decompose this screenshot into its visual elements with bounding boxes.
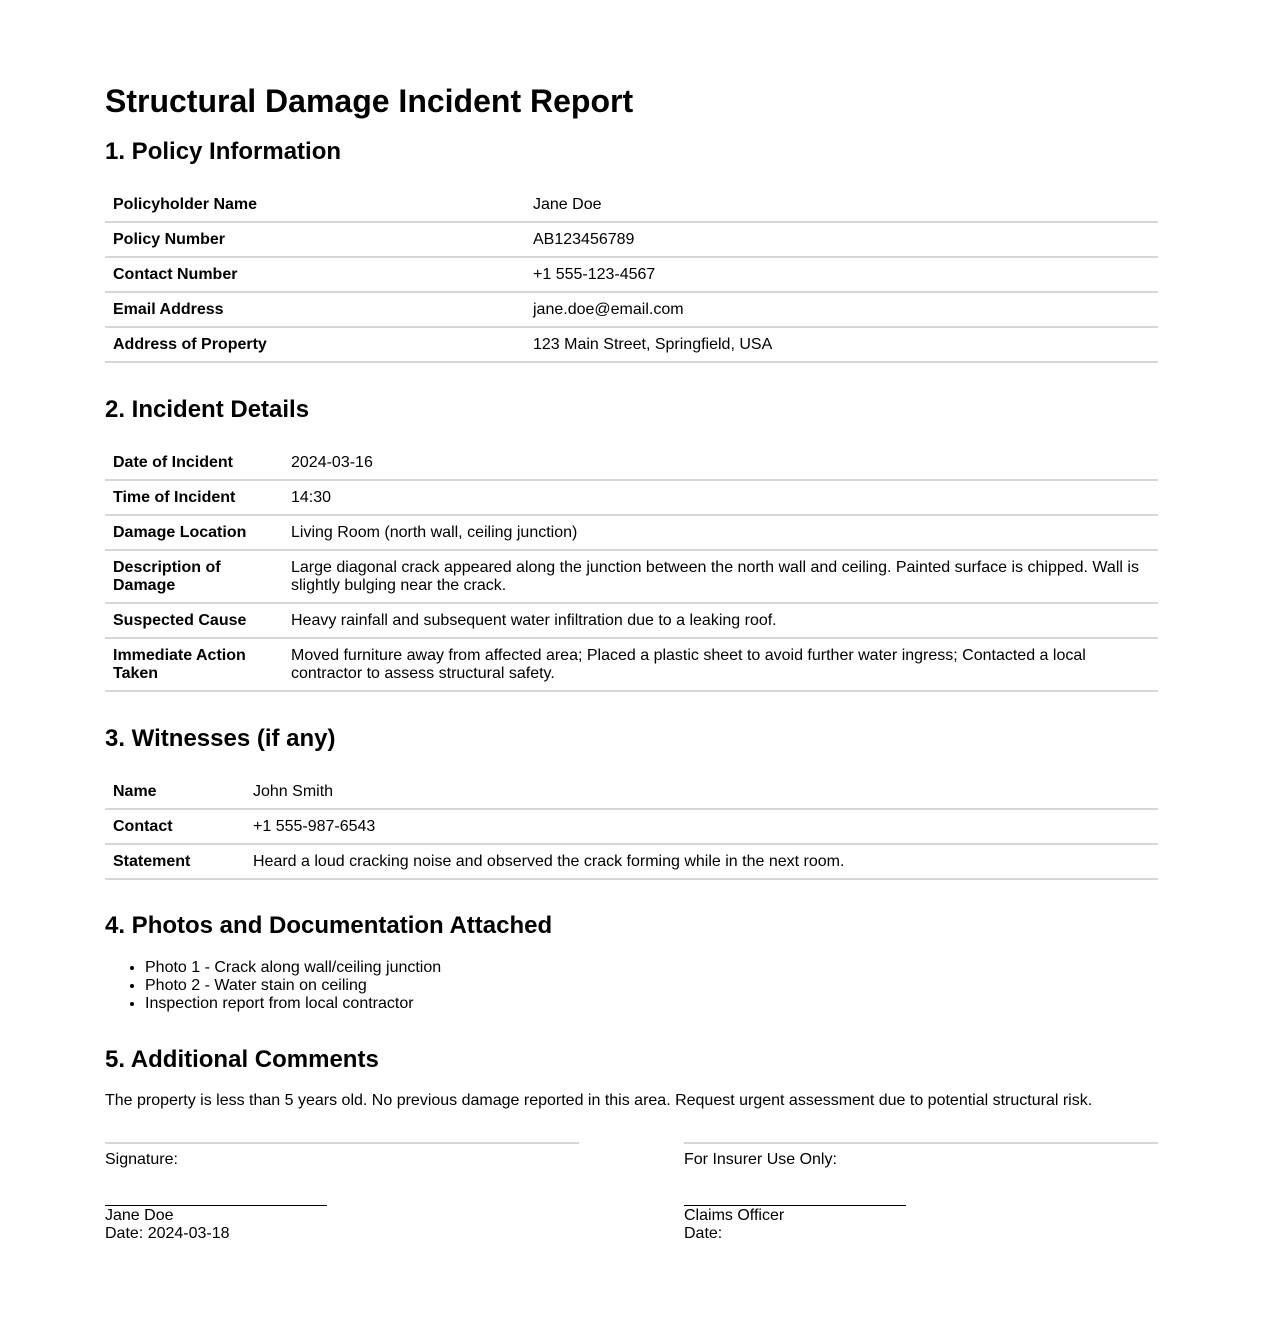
list-item: • Photo 1 - Crack along wall/ceiling junction	[145, 959, 1158, 977]
row-value: Heavy rainfall and subsequent water infiltration due to a leaking roof.	[283, 603, 1158, 638]
row-label: Contact Number	[105, 257, 525, 292]
signature-date: Date: 2024-03-18	[105, 1225, 230, 1242]
table-row	[105, 222, 1158, 257]
row-value: jane.doe@email.com	[525, 292, 1158, 327]
signature-line	[684, 1205, 906, 1206]
table-row	[105, 292, 1158, 327]
row-label: Address of Property	[105, 327, 525, 362]
section-heading-documents: 4. Photos and Documentation Attached	[105, 912, 553, 939]
insurer-label: For Insurer Use Only:	[684, 1151, 837, 1168]
table-row	[105, 844, 1158, 879]
row-value: 123 Main Street, Springfield, USA	[525, 327, 1158, 362]
row-value: Moved furniture away from affected area; Placed a plastic sheet to avoid further water ingress; Contacted a local contractor to assess structural safety.	[283, 638, 1158, 691]
table-row	[105, 446, 1158, 480]
signature-label: Signature:	[105, 1151, 178, 1168]
list-item: • Inspection report from local contractor	[145, 995, 1158, 1013]
documents-list	[105, 959, 1158, 1013]
row-value: Large diagonal crack appeared along the junction between the north wall and ceiling. Painted surface is chipped. Wall is slightly bulging near the crack.	[283, 550, 1158, 603]
row-label: Immediate Action Taken	[105, 638, 283, 691]
insurer-signature-block	[684, 1142, 1158, 1243]
signature-line	[105, 1205, 327, 1206]
officer-name: Claims Officer	[684, 1207, 785, 1224]
policyholder-signature-block	[105, 1142, 579, 1243]
row-value: 2024-03-16	[283, 446, 1158, 480]
row-value: AB123456789	[525, 222, 1158, 257]
section-heading-comments: 5. Additional Comments	[105, 1046, 379, 1073]
table-row	[105, 327, 1158, 362]
row-label: Email Address	[105, 292, 525, 327]
section-heading-policy: 1. Policy Information	[105, 138, 342, 165]
row-label: Name	[105, 775, 245, 809]
table-row	[105, 188, 1158, 222]
incident-details-table	[105, 446, 1158, 692]
signature-area	[105, 1142, 1158, 1243]
list-item: • Photo 2 - Water stain on ceiling	[145, 977, 1158, 995]
row-value: Heard a loud cracking noise and observed the crack forming while in the next room.	[245, 844, 1158, 879]
row-value: +1 555-123-4567	[525, 257, 1158, 292]
row-value: +1 555-987-6543	[245, 809, 1158, 844]
row-label: Suspected Cause	[105, 603, 283, 638]
row-value: 14:30	[283, 480, 1158, 515]
signer-name: Jane Doe	[105, 1207, 174, 1224]
page-title: Structural Damage Incident Report	[105, 83, 634, 119]
table-row	[105, 515, 1158, 550]
table-row	[105, 638, 1158, 691]
row-label: Description of Damage	[105, 550, 283, 603]
table-row	[105, 550, 1158, 603]
table-row	[105, 257, 1158, 292]
row-value: John Smith	[245, 775, 1158, 809]
table-row	[105, 603, 1158, 638]
table-row	[105, 809, 1158, 844]
row-label: Policyholder Name	[105, 188, 525, 222]
row-label: Statement	[105, 844, 245, 879]
row-value: Living Room (north wall, ceiling junction)	[283, 515, 1158, 550]
section-heading-incident: 2. Incident Details	[105, 396, 310, 423]
row-label: Time of Incident	[105, 480, 283, 515]
row-label: Damage Location	[105, 515, 283, 550]
signature-date: Date:	[684, 1225, 723, 1242]
row-value: Jane Doe	[525, 188, 1158, 222]
witnesses-table	[105, 775, 1158, 880]
section-heading-witnesses: 3. Witnesses (if any)	[105, 725, 336, 752]
table-row	[105, 480, 1158, 515]
report-page	[105, 0, 1158, 1243]
comments-text: The property is less than 5 years old. No previous damage reported in this area. Request urgent assessment due to potential structural risk.	[105, 1092, 1093, 1109]
table-row	[105, 775, 1158, 809]
row-label: Policy Number	[105, 222, 525, 257]
policy-info-table	[105, 188, 1158, 363]
row-label: Contact	[105, 809, 245, 844]
row-label: Date of Incident	[105, 446, 283, 480]
